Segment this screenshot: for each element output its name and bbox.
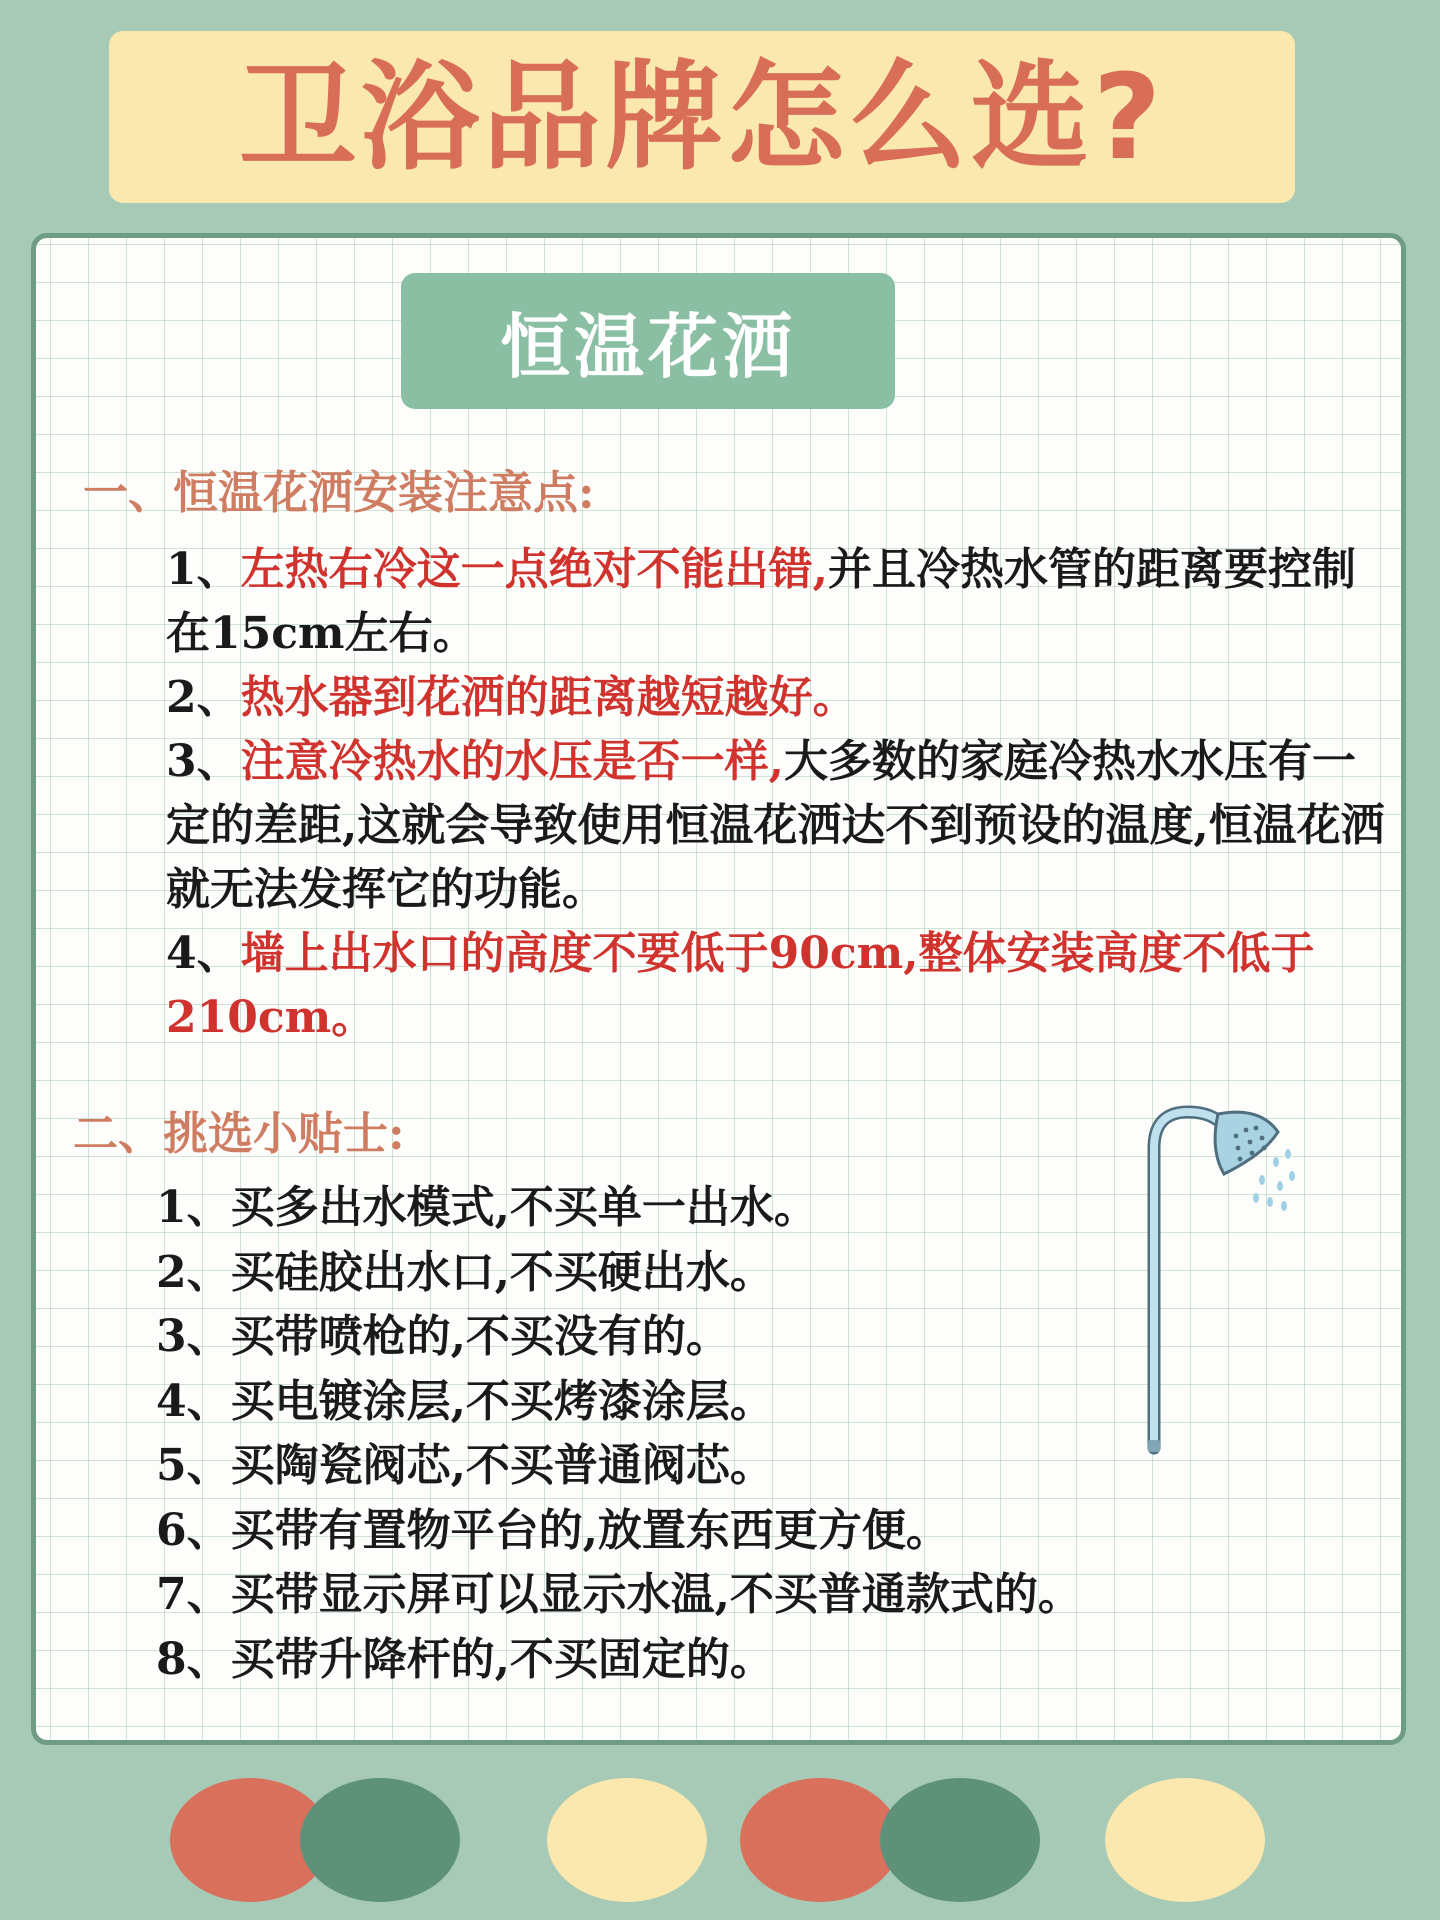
item-number: 3、 (166, 736, 241, 787)
item-highlight: 墙上出水口的高度不要低于90cm,整体安装高度不低于210cm。 (166, 928, 1315, 1043)
section1-item (166, 538, 1392, 666)
tip-item: 4、买电镀涂层,不买烤漆涂层。 (156, 1375, 774, 1427)
tip-item: 2、买硅胶出水口,不买硬出水。 (156, 1246, 774, 1298)
tip-item: 3、买带喷枪的,不买没有的。 (156, 1311, 730, 1362)
category-pill-label: 恒温花洒 (500, 305, 796, 388)
section1-heading: 一、恒温花洒安装注意点: (83, 466, 595, 519)
shower-head-icon (1120, 1090, 1300, 1470)
decorative-dots (170, 1770, 1270, 1910)
section1-list (166, 538, 1392, 1050)
dot-coral-2 (740, 1778, 900, 1902)
item-number: 2、 (166, 672, 241, 723)
shower-pipe (1154, 1112, 1224, 1448)
item-highlight: 热水器到花洒的距离越短越好。 (240, 672, 857, 723)
section2-heading: 二、挑选小贴士: (73, 1107, 405, 1160)
tip-item: 8、买带升降杆的,不买固定的。 (156, 1633, 774, 1685)
tip-item: 1、买多出水模式,不买单一出水。 (156, 1182, 818, 1233)
page-title: 卫浴品牌怎么选? (238, 48, 1166, 186)
category-pill (401, 273, 895, 409)
dot-cream-2 (1105, 1778, 1265, 1902)
item-text: 并且冷热水管的距离要控制在15cm左右。 (166, 544, 1356, 659)
section1-item (166, 922, 1392, 1050)
item-highlight: 注意冷热水的水压是否一样, (240, 736, 784, 787)
water-drops-icon (1253, 1149, 1295, 1211)
item-number: 1、 (166, 544, 241, 595)
tip-item: 7、买带显示屏可以显示水温,不买普通款式的。 (156, 1569, 1082, 1620)
dot-green-1 (300, 1778, 460, 1902)
item-highlight: 左热右冷这一点绝对不能出错, (240, 544, 828, 595)
item-text: 大多数的家庭冷热水水压有一定的差距,这就会导致使用恒温花洒达不到预设的温度,恒温花洒就无法发挥它的功能。 (166, 736, 1385, 915)
section1-item (166, 730, 1392, 922)
section2-list (156, 1176, 1256, 1692)
tip-item: 6、买带有置物平台的,放置东西更方便。 (156, 1504, 950, 1556)
dot-green-2 (880, 1778, 1040, 1902)
section1-item (166, 666, 1392, 730)
item-number: 4、 (166, 928, 241, 979)
shower-head (1215, 1112, 1278, 1174)
shower-pipe-fill (1154, 1112, 1224, 1448)
tip-item: 5、买陶瓷阀芯,不买普通阀芯。 (156, 1440, 774, 1491)
title-banner (109, 31, 1295, 203)
dot-cream-1 (547, 1778, 707, 1902)
shower-pipe-base (1148, 1440, 1160, 1452)
